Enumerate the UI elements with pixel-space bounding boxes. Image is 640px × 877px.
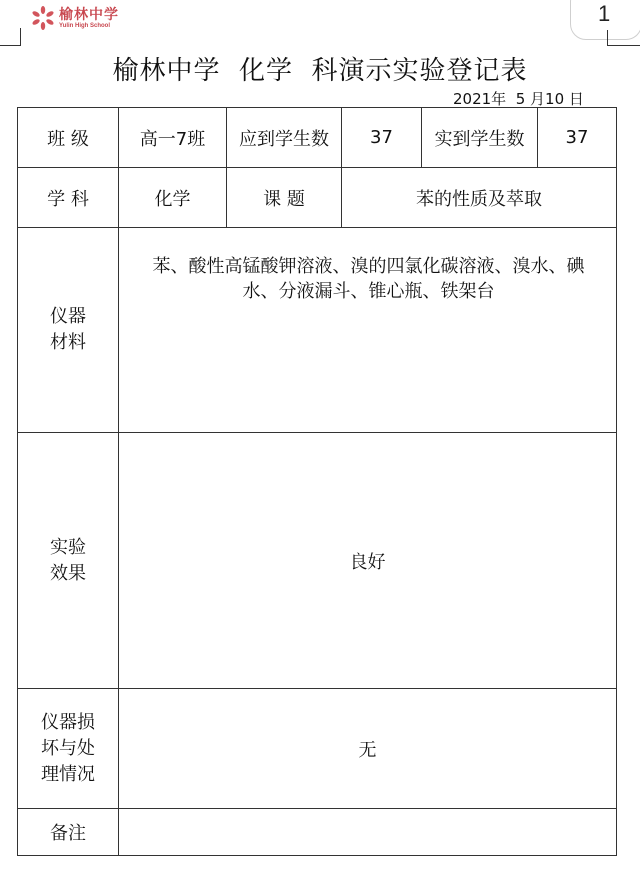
page-number: 1 <box>598 1 611 26</box>
remarks-label: 备注 <box>18 809 119 856</box>
effect-label <box>18 433 119 689</box>
expected-students-label: 应到学生数 <box>227 108 342 168</box>
damage-label-line: 理情况 <box>41 763 95 785</box>
class-value: 高一7班 <box>119 108 227 168</box>
actual-students-label: 实到学生数 <box>422 108 538 168</box>
page-number-badge <box>570 0 640 40</box>
school-logo <box>30 5 119 31</box>
class-label: 班 级 <box>18 108 119 168</box>
crop-mark-left-vertical <box>20 28 21 46</box>
subject-value: 化学 <box>119 168 227 228</box>
table-row <box>18 228 617 433</box>
damage-label-line: 仪器损 <box>41 711 95 733</box>
logo-chinese-name: 榆林中学 <box>59 6 119 23</box>
damage-value: 无 <box>119 689 617 809</box>
materials-label <box>18 228 119 433</box>
table-row <box>18 108 617 168</box>
remarks-value <box>119 809 617 856</box>
topic-label: 课 题 <box>227 168 342 228</box>
crop-mark-right <box>607 45 640 46</box>
form-title: 榆林中学 化学 科演示实验登记表 <box>112 56 528 86</box>
materials-label-line: 仪器 <box>50 306 86 327</box>
damage-label-line: 坏与处 <box>41 737 95 759</box>
topic-value: 苯的性质及萃取 <box>342 168 617 228</box>
damage-label <box>18 689 119 809</box>
materials-value <box>119 228 617 433</box>
effect-value: 良好 <box>119 433 617 689</box>
crop-mark-right-vertical <box>607 30 608 46</box>
table-row <box>18 809 617 856</box>
expected-students-value: 37 <box>342 108 422 168</box>
form-date: 2021年 5 月10 日 <box>453 90 584 108</box>
actual-students-value: 37 <box>538 108 617 168</box>
experiment-register-table <box>17 107 617 856</box>
table-row <box>18 433 617 689</box>
logo-english-name: Yulin High School <box>59 22 110 29</box>
materials-value-line: 水、分液漏斗、锥心瓶、铁架台 <box>242 281 495 302</box>
effect-label-line: 实验 <box>50 536 86 558</box>
effect-label-line: 效果 <box>50 562 86 584</box>
table-row <box>18 689 617 809</box>
subject-label: 学 科 <box>18 168 119 228</box>
school-emblem-icon <box>30 5 56 31</box>
materials-label-line: 材料 <box>50 332 86 353</box>
crop-mark-left <box>0 45 21 46</box>
table-row <box>18 168 617 228</box>
materials-value-line: 苯、酸性高锰酸钾溶液、溴的四氯化碳溶液、溴水、碘 <box>152 256 585 277</box>
